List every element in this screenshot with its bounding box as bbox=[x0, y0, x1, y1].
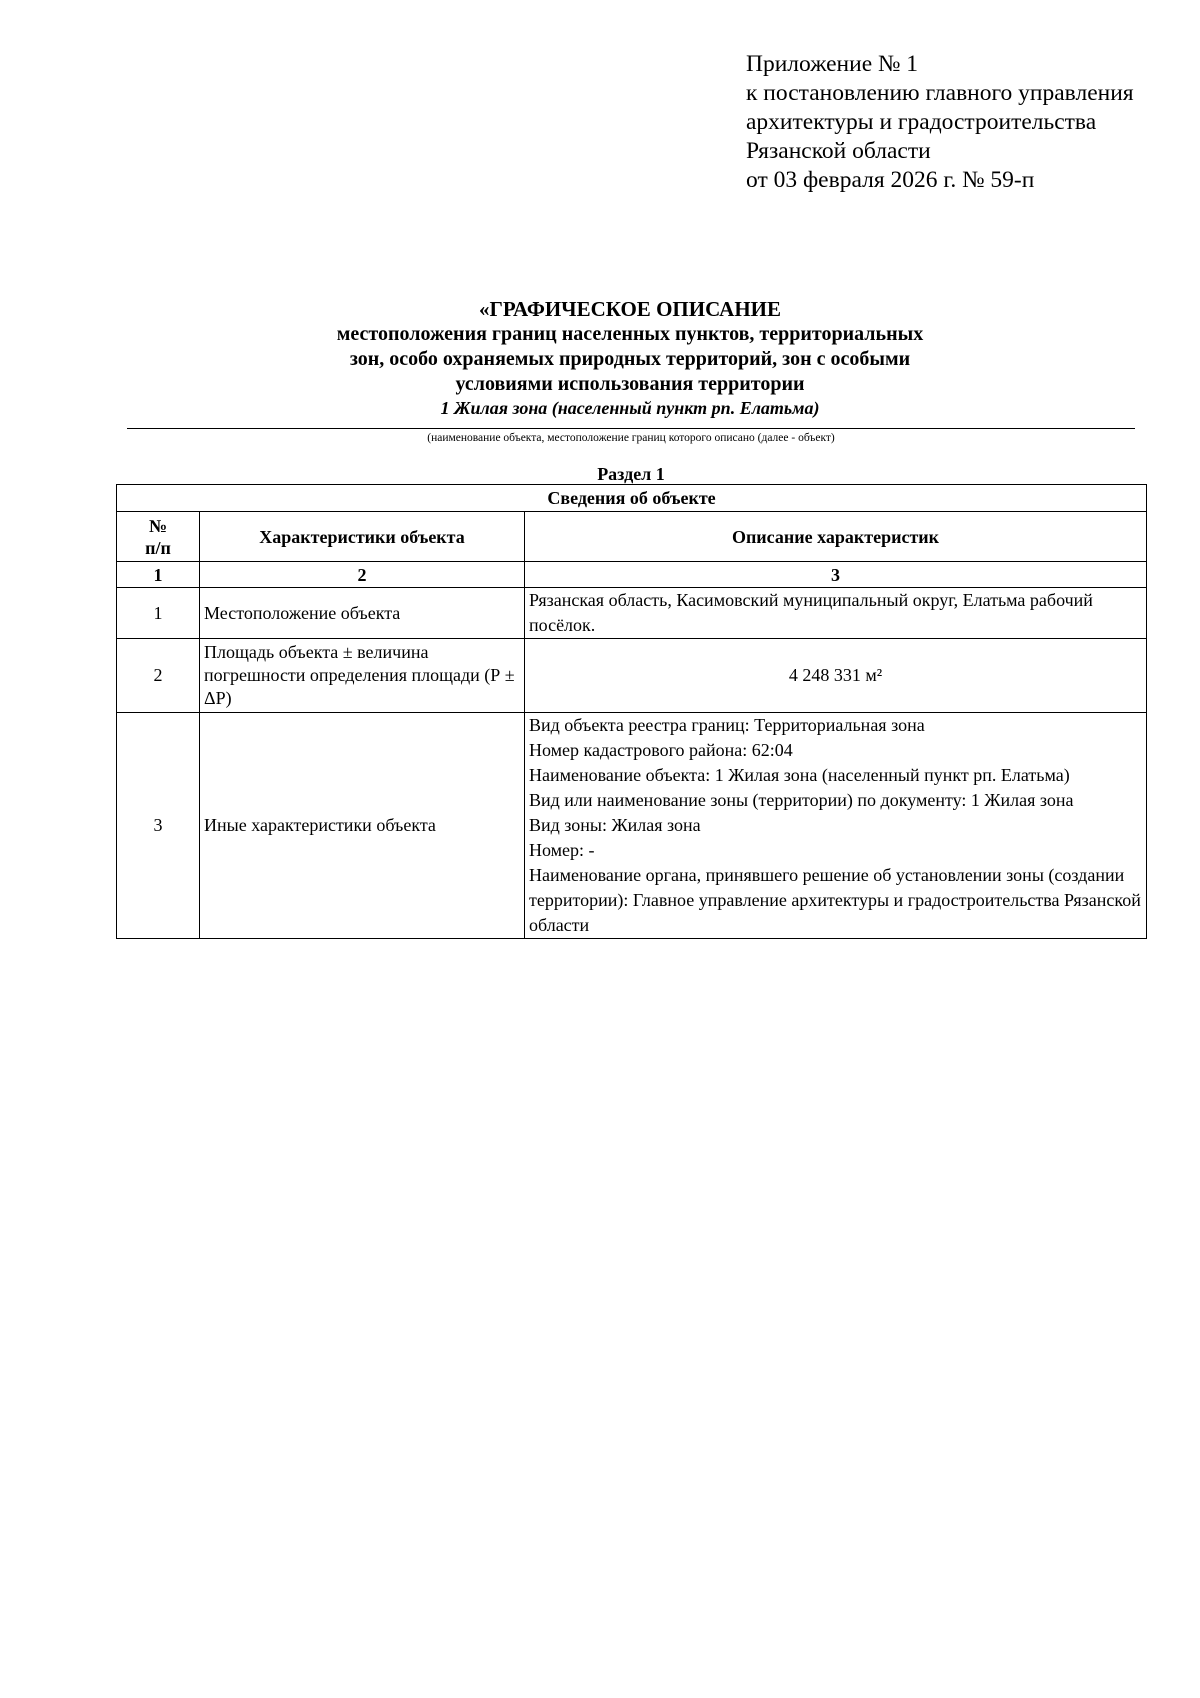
row-value: 4 248 331 м² bbox=[525, 639, 1147, 713]
row-number: 3 bbox=[117, 713, 200, 939]
table-row bbox=[117, 588, 1147, 639]
characteristic-line: Вид объекта реестра границ: Территориальная зона bbox=[529, 715, 925, 735]
column-number-row bbox=[117, 562, 1147, 588]
table-row bbox=[117, 639, 1147, 713]
title-main: «ГРАФИЧЕСКОЕ ОПИСАНИЕ bbox=[478, 297, 782, 321]
column-number: 3 bbox=[525, 562, 1147, 588]
appendix-line: к постановлению главного управления bbox=[746, 80, 1134, 106]
title-subtitle-line: условиями использования территории bbox=[455, 373, 805, 395]
row-label: Площадь объекта ± величина погрешности определения площади (Р ± ΔР) bbox=[200, 639, 525, 713]
document-title bbox=[100, 296, 1160, 419]
row-value bbox=[525, 713, 1147, 939]
table-caption-row bbox=[117, 485, 1147, 512]
characteristic-line: Номер кадастрового района: 62:04 bbox=[529, 740, 793, 760]
row-number: 1 bbox=[117, 588, 200, 639]
header-number-abbr: п/п bbox=[145, 537, 171, 558]
row-label: Иные характеристики объекта bbox=[200, 713, 525, 939]
object-name: 1 Жилая зона (населенный пункт рп. Елатьма) bbox=[440, 398, 820, 418]
table-row bbox=[117, 713, 1147, 939]
title-subtitle-line: местоположения границ населенных пунктов, территориальных bbox=[336, 323, 924, 345]
table-header-row bbox=[117, 512, 1147, 562]
object-name-caption: (наименование объекта, местоположение границ которого описано (далее - объект) bbox=[427, 432, 835, 444]
appendix-header bbox=[746, 50, 1186, 195]
table-caption: Сведения об объекте bbox=[117, 485, 1147, 512]
characteristic-line: Вид или наименование зоны (территории) по документу: 1 Жилая зона bbox=[529, 790, 1074, 810]
object-info-table bbox=[116, 484, 1147, 939]
characteristic-line: Вид зоны: Жилая зона bbox=[529, 815, 701, 835]
title-subtitle-line: зон, особо охраняемых природных территорий, зон с особыми bbox=[349, 348, 911, 370]
appendix-line: от 03 февраля 2026 г. № 59-п bbox=[746, 167, 1035, 193]
header-number bbox=[117, 512, 200, 562]
appendix-line: Приложение № 1 bbox=[746, 51, 919, 77]
column-number: 1 bbox=[117, 562, 200, 588]
row-number: 2 bbox=[117, 639, 200, 713]
row-value: Рязанская область, Касимовский муниципальный округ, Елатьма рабочий посёлок. bbox=[525, 588, 1147, 639]
section-label: Раздел 1 bbox=[597, 464, 665, 484]
column-number: 2 bbox=[200, 562, 525, 588]
header-description: Описание характеристик bbox=[525, 512, 1147, 562]
header-number-symbol: № bbox=[148, 515, 168, 536]
characteristic-line: Номер: - bbox=[529, 840, 595, 860]
object-name-underline bbox=[127, 428, 1135, 429]
characteristic-line: Наименование объекта: 1 Жилая зона (населенный пункт рп. Елатьма) bbox=[529, 765, 1070, 785]
appendix-line: архитектуры и градостроительства bbox=[746, 109, 1097, 135]
row-label: Местоположение объекта bbox=[200, 588, 525, 639]
header-characteristics: Характеристики объекта bbox=[200, 512, 525, 562]
appendix-line: Рязанской области bbox=[746, 138, 931, 164]
characteristic-line: Наименование органа, принявшего решение об установлении зоны (создании территории): Главное управление архитектуры и градостроительства Рязанской области bbox=[529, 865, 1141, 935]
